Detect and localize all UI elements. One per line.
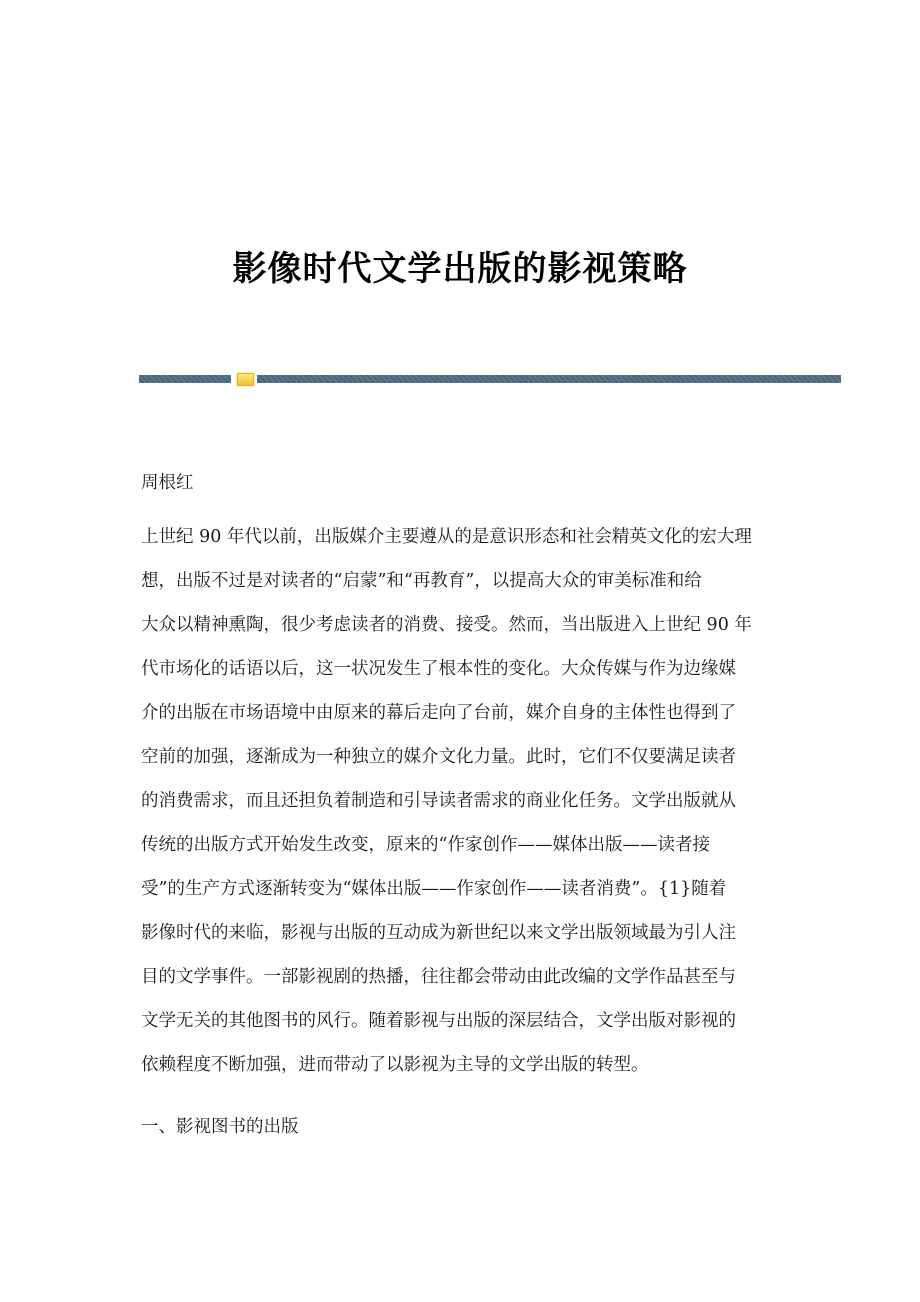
paragraph-line: 代市场化的话语以后，这一状况发生了根本性的变化。大众传媒与作为边缘媒 [141, 659, 736, 679]
divider-bar-right [257, 375, 841, 383]
paragraph-line: 依赖程度不断加强，进而带动了以影视为主导的文学出版的转型。 [141, 1055, 649, 1075]
document-title: 影像时代文学出版的影视策略 [232, 248, 688, 289]
paragraph-line: 介的出版在市场语境中由原来的幕后走向了台前，媒介自身的主体性也得到了 [141, 703, 736, 723]
paragraph-line: 影像时代的来临，影视与出版的互动成为新世纪以来文学出版领域最为引人注 [141, 923, 736, 943]
section-heading: 一、影视图书的出版 [141, 1117, 299, 1137]
title-divider [139, 375, 841, 384]
paragraph-line: 想，出版不过是对读者的“启蒙”和“再教育”，以提高大众的审美标准和给 [141, 571, 702, 591]
paragraph-line: 大众以精神熏陶，很少考虑读者的消费、接受。然而，当出版进入上世纪 90 年 [141, 615, 752, 635]
body-paragraph [141, 524, 781, 1096]
divider-bar-left [139, 375, 231, 383]
paragraph-line: 空前的加强，逐渐成为一种独立的媒介文化力量。此时，它们不仅要满足读者 [141, 747, 736, 767]
paragraph-line: 目的文学事件。一部影视剧的热播，往往都会带动由此改编的文学作品甚至与 [141, 967, 736, 987]
paragraph-line: 传统的出版方式开始发生改变，原来的“作家创作——媒体出版——读者接 [141, 835, 710, 855]
paragraph-line: 文学无关的其他图书的风行。随着影视与出版的深层结合，文学出版对影视的 [141, 1011, 736, 1031]
paragraph-line: 的消费需求，而且还担负着制造和引导读者需求的商业化任务。文学出版就从 [141, 791, 736, 811]
divider-ornament-icon [237, 373, 254, 386]
paragraph-line: 上世纪 90 年代以前，出版媒介主要遵从的是意识形态和社会精英文化的宏大理 [141, 527, 752, 547]
paragraph-line: 受”的生产方式逐渐转变为“媒体出版——作家创作——读者消费”。{1}随着 [141, 879, 727, 899]
document-body [141, 470, 781, 1140]
author-name: 周根红 [141, 473, 194, 493]
